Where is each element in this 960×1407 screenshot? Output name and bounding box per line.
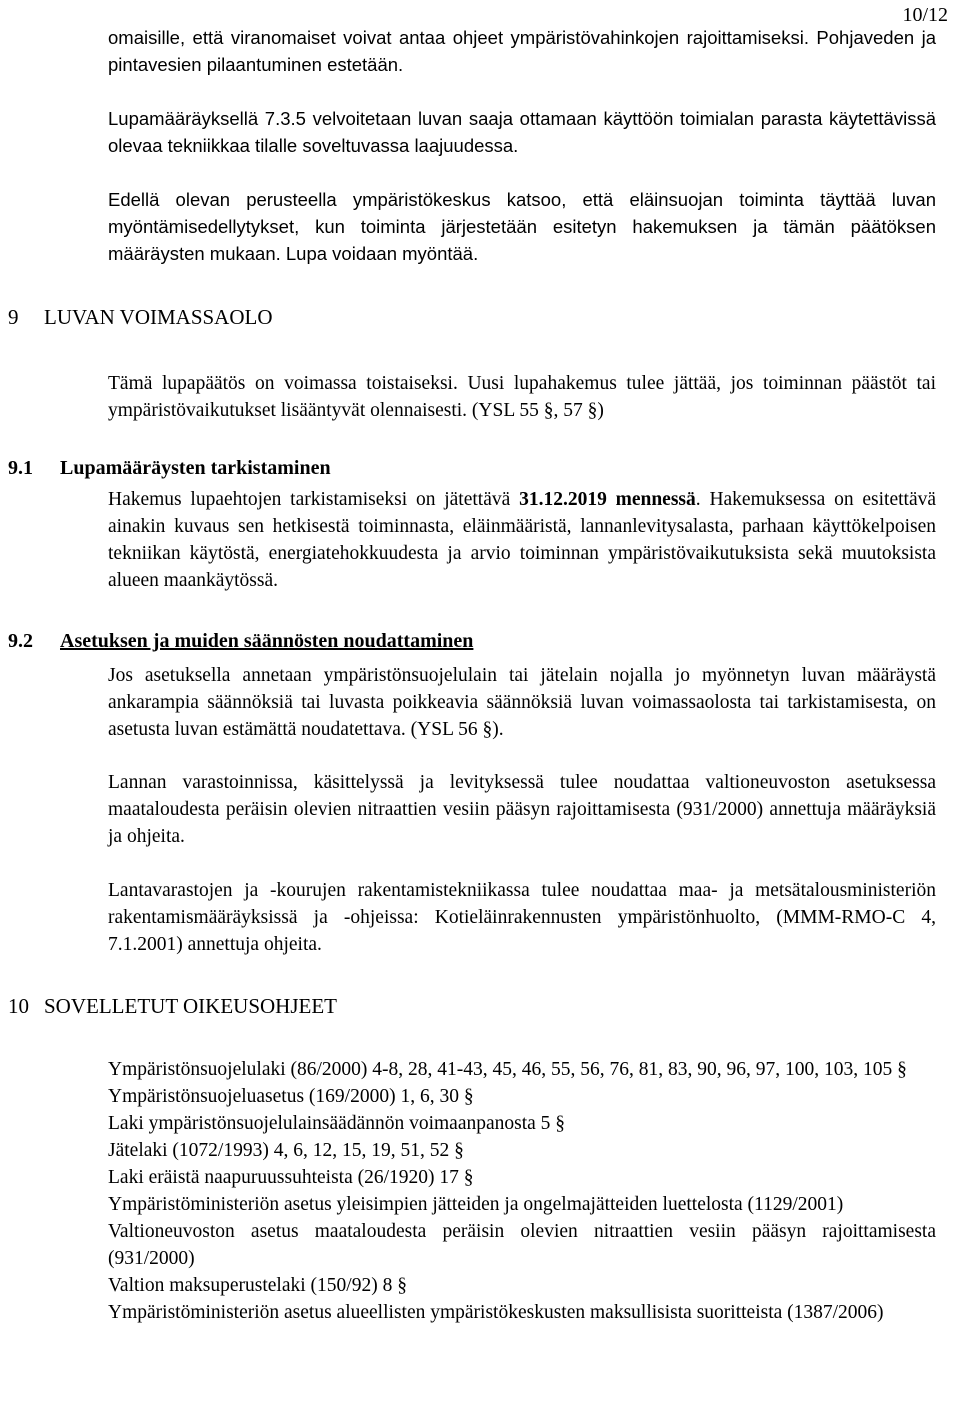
heading-title: Asetuksen ja muiden säännösten noudattaminen <box>60 630 474 652</box>
paragraph-manure: Lannan varastoinnissa, käsittelyssä ja levityksessä tulee noudattaa valtioneuvoston asetuksessa maataloudesta peräisin olevien nitraattien vesiin pääsyn rajoittamisesta (931/2000) annettuja määräyksiä ja ohjeita. <box>108 772 936 847</box>
paragraph-storage: Lantavarastojen ja -kourujen rakentamistekniikassa tulee noudattaa maa- ja metsätalousministeriön rakentamismääräyksissä ja -ohjeissa: Kotieläinrakennusten ympäristönhuolto, (MMM-RMO-C 4, 7.1.2001) annettuja ohjeita. <box>108 880 936 955</box>
heading-10 <box>8 994 337 1019</box>
law-list-item: Ympäristönsuojeluasetus (169/2000) 1, 6, 30 § <box>108 1086 474 1107</box>
law-list-item: Valtioneuvoston asetus maataloudesta peräisin olevien nitraattien vesiin pääsyn rajoittamisesta (931/2000) <box>108 1221 936 1269</box>
review-deadline: 31.12.2019 mennessä <box>519 489 696 510</box>
heading-number: 9 <box>8 305 19 329</box>
heading-9-2 <box>8 630 473 653</box>
paragraph-validity: Tämä lupapäätös on voimassa toistaiseksi. Uusi lupahakemus tulee jättää, jos toiminnan päästöt tai ympäristövaikutukset lisääntyvät olennaisesti. (YSL 55 §, 57 §) <box>108 373 936 421</box>
law-list-item: Ympäristöministeriön asetus alueellisten ympäristökeskusten maksullisista suoritteista (1387/2006) <box>108 1302 884 1323</box>
law-list-item: Ympäristöministeriön asetus yleisimpien jätteiden ja ongelmajätteiden luettelosta (1129/2001) <box>108 1194 844 1215</box>
paragraph-conclusion: Edellä olevan perusteella ympäristökeskus katsoo, että eläinsuojan toiminta täyttää luvan myöntämisedellytykset, kun toiminta järjestetään esitetyn hakemuksen ja tämän päätöksen määräysten mukaan. Lupa voidaan myöntää. <box>108 189 936 264</box>
paragraph-groundwater: omaisille, että viranomaiset voivat antaa ohjeet ympäristövahinkojen rajoittamiseksi. Pohjaveden ja pintavesien pilaantuminen estetään. <box>108 27 936 75</box>
paragraph-bat: Lupamääräyksellä 7.3.5 velvoitetaan luvan saaja ottamaan käyttöön toimialan parasta käytettävissä olevaa tekniikkaa tilalle soveltuvassa laajuudessa. <box>108 108 936 156</box>
paragraph-review <box>108 486 936 594</box>
heading-title: Lupamääräysten tarkistaminen <box>60 457 331 479</box>
law-list <box>108 1056 936 1326</box>
law-list-item: Laki ympäristönsuojelulainsäädännön voimaanpanosta 5 § <box>108 1113 566 1134</box>
law-list-item: Valtion maksuperustelaki (150/92) 8 § <box>108 1275 407 1296</box>
paragraph-regulations: Jos asetuksella annetaan ympäristönsuojelulain tai jätelain nojalla jo myönnetyn luvan määräystä ankarampia säännöksiä tai luvasta poikkeavia säännöksiä luvan voimassaolosta tai tarkistamisesta, on asetusta luvan estämättä noudatettava. (YSL 56 §). <box>108 665 936 740</box>
heading-9 <box>8 305 273 330</box>
heading-9-1 <box>8 457 331 480</box>
heading-title: LUVAN VOIMASSAOLO <box>44 305 273 329</box>
heading-title: SOVELLETUT OIKEUSOHJEET <box>44 994 337 1018</box>
review-text-pre: Hakemus lupaehtojen tarkistamiseksi on jätettävä <box>108 489 520 510</box>
law-list-item: Jätelaki (1072/1993) 4, 6, 12, 15, 19, 51, 52 § <box>108 1140 464 1161</box>
law-list-item: Laki eräistä naapuruussuhteista (26/1920) 17 § <box>108 1167 474 1188</box>
heading-number: 9.2 <box>8 630 33 652</box>
page-number: 10/12 <box>902 4 948 26</box>
heading-number: 9.1 <box>8 457 33 479</box>
law-list-item: Ympäristönsuojelulaki (86/2000) 4-8, 28, 41-43, 45, 46, 55, 56, 76, 81, 83, 90, 96, 97, 100, 103, 105 § <box>108 1059 907 1080</box>
heading-number: 10 <box>8 994 29 1018</box>
review-text-post: . Hakemuksessa on esitettävä ainakin kuvaus sen hetkisestä toiminnasta, eläinmääristä, lannanlevitysalasta, parhaan käyttökelpoisen tekniikan käytöstä, energiatehokkuudesta ja arvio toiminnan ympäristövaikutuksista sekä muutoksista alueen maankäytössä. <box>108 489 937 591</box>
